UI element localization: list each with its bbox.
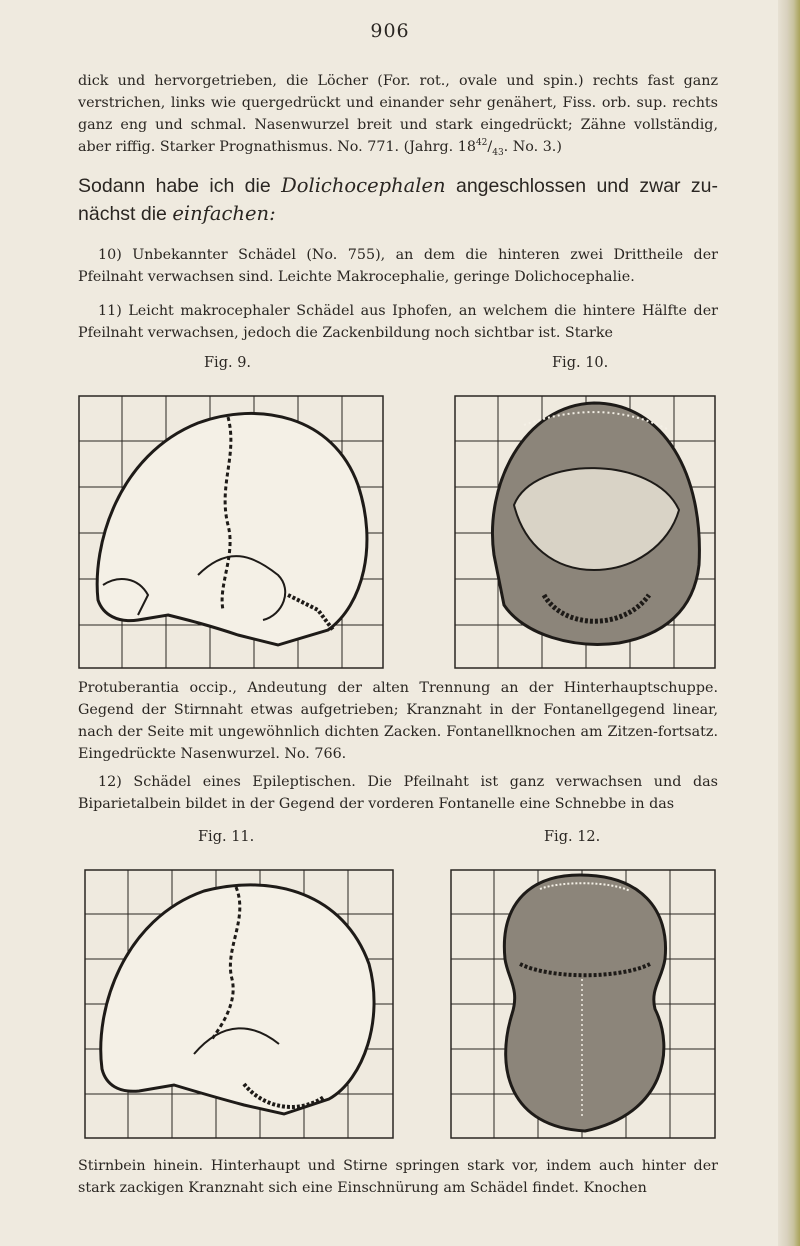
paragraph-text: dick und hervorgetrieben, die Löcher (For. rot., ovale und spin.) rechts fast ganz verstrichen, links wie quergedrückt und einander sehr genähert, Fiss. orb. sup. rechts ganz eng und schmal. Nasenwurzel breit und stark eingedrückt; Zähne vollständig, aber riffig. Starker Prognathismus. No. 771. (Jahrg. 18 — [78, 73, 718, 155]
page-edge — [778, 0, 800, 1246]
figure-12-skull-top — [450, 869, 716, 1139]
paragraph-12-continued: Stirnbein hinein. Hinterhaupt und Stirne springen stark vor, indem auch hinter der stark zackigen Kranznaht sich eine Einschnürung am Schädel findet. Knochen — [78, 1158, 718, 1196]
figure-11-label: Fig. 11. — [198, 829, 255, 845]
year-subscript: 43 — [492, 147, 504, 158]
figure-9-skull-lateral — [78, 395, 384, 669]
figure-12-label: Fig. 12. — [544, 829, 601, 845]
figure-10-skull-top — [454, 395, 716, 669]
paragraph-continuation — [78, 70, 718, 158]
paragraph-10: 10) Unbekannter Schädel (No. 755), an dem die hinteren zwei Drittheile der Pfeilnaht verwachsen sind. Leichte Makrocephalie, geringe Dolichocephalie. — [78, 247, 718, 285]
heading-emphasis-dolichocephalen: Dolichocephalen — [281, 174, 446, 197]
paragraph-11-continued: Protuberantia occip., Andeutung der alten Trennung an der Hinterhauptschuppe. Gegend der Stirnnaht etwas aufgetrieben; Kranznaht in der Fontanellgegend linear, nach der Seite mit ungewöhnlich dichten Zacken. Fontanellknochen am Zitzen-fortsatz. Eingedrückte Nasenwurzel. No. 766. — [78, 680, 718, 762]
page-number: 906 — [370, 20, 410, 42]
paragraph-12: 12) Schädel eines Epileptischen. Die Pfeilnaht ist ganz verwachsen und das Biparietalbein bildet in der Gegend der vorderen Fontanelle eine Schnebbe in das — [78, 774, 718, 812]
paragraph-tail: . No. 3.) — [503, 139, 562, 155]
heading-text: Sodann habe ich die — [78, 175, 282, 197]
figure-11-skull-lateral — [84, 869, 394, 1139]
figure-9-label: Fig. 9. — [204, 355, 252, 371]
year-slash: / — [487, 139, 493, 155]
section-heading — [78, 172, 718, 228]
year-superscript: 42 — [475, 138, 488, 149]
heading-text-mid: angeschlossen und zwar zu-nächst die — [78, 175, 719, 225]
paragraph-11: 11) Leicht makrocephaler Schädel aus Iphofen, an welchem die hintere Hälfte der Pfeilnaht verwachsen, jedoch die Zackenbildung noch sichtbar ist. Starke — [78, 303, 718, 341]
figure-10-label: Fig. 10. — [552, 355, 609, 371]
heading-emphasis-einfachen: einfachen: — [172, 202, 276, 225]
